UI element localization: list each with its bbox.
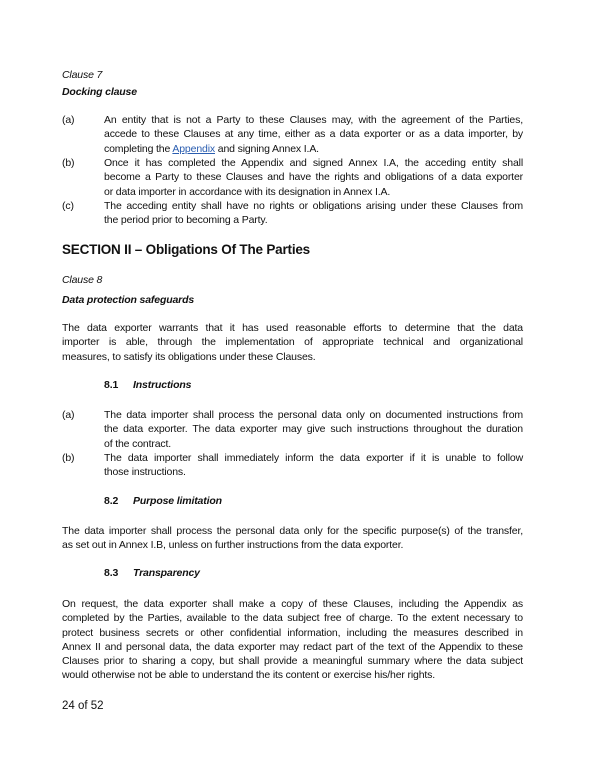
text-line: On request, the data exporter shall make a copy of these Clauses, including the Appendix as <box>62 598 523 610</box>
text-line: the period prior to becoming a Party. <box>104 214 268 227</box>
text-line: protect business secrets or other confidential information, including the measures described in <box>62 626 523 639</box>
clause-7-label: Clause 7 <box>62 69 103 81</box>
section-title: Purpose limitation <box>133 495 222 507</box>
text-line <box>104 142 523 156</box>
clause-8-title: Data protection safeguards <box>62 294 195 306</box>
section-number: 8.1 <box>104 379 119 391</box>
text-line: The data exporter warrants that it has used reasonable efforts to determine that the data <box>62 322 523 334</box>
item-label: (c) <box>62 200 74 212</box>
text-line: those instructions. <box>104 466 186 479</box>
item-label: (b) <box>62 452 75 464</box>
text-span: and signing Annex I.A. <box>214 142 319 155</box>
text-line: become a Party to these Clauses and have the rights and obligations of a data exporter <box>104 171 523 184</box>
text-span: completing the <box>104 142 173 155</box>
clause-7-item-c <box>0 199 600 228</box>
text-line: An entity that is not a Party to these Clauses may, with the agreement of the Parties, <box>104 114 523 126</box>
text-line: measures, to satisfy its obligations under these Clauses. <box>62 350 316 363</box>
section-title: Instructions <box>133 379 192 391</box>
text-line: as set out in Annex I.B, unless on further instructions from the data exporter. <box>62 539 404 552</box>
section-8-3-text <box>62 597 523 683</box>
section-8-1-item-b <box>0 451 600 480</box>
item-label: (a) <box>62 114 75 126</box>
section-8-2-heading <box>0 494 600 509</box>
text-line: or data importer in accordance with its designation in Annex I.A. <box>104 185 391 198</box>
section-number: 8.3 <box>104 567 119 579</box>
text-line: accede to these Clauses at any time, either as a data exporter or as a data importer, by <box>104 128 523 141</box>
item-body <box>104 451 523 480</box>
text-line: Clauses prior to sharing a copy, but shall provide a meaningful summary where the data subject <box>62 655 523 668</box>
text-line: The data importer shall immediately inform the data exporter if it is unable to follow <box>104 452 523 464</box>
text-line: of the contract. <box>104 437 172 450</box>
text-line: Once it has completed the Appendix and signed Annex I.A, the acceding entity shall <box>104 157 523 169</box>
clause-7-title: Docking clause <box>62 86 137 98</box>
section-2-heading: SECTION II – Obligations Of The Parties <box>62 242 310 257</box>
text-line: the data exporter. The data exporter may give such instructions throughout the duration <box>104 423 523 436</box>
clause-7-item-a <box>0 113 600 156</box>
section-8-3-heading <box>0 566 600 581</box>
text-line: would otherwise not be able to understand the its content or exercise his/her rights. <box>62 669 436 682</box>
item-body <box>104 199 523 228</box>
page-number: 24 of 52 <box>62 700 104 712</box>
item-label: (b) <box>62 157 75 169</box>
text-line: Annex II and personal data, the data exporter may redact part of the text of the Appendix to these <box>62 640 523 653</box>
appendix-link[interactable]: Appendix <box>172 142 215 155</box>
clause-8-label: Clause 8 <box>62 274 103 286</box>
section-number: 8.2 <box>104 495 119 507</box>
section-8-1-item-a <box>0 408 600 451</box>
item-body <box>104 156 523 199</box>
section-title: Transparency <box>133 567 200 579</box>
text-line: The data importer shall process the personal data only on documented instructions from <box>104 409 523 421</box>
clause-8-intro <box>62 321 523 364</box>
clause-7-item-b <box>0 156 600 199</box>
section-8-2-text <box>62 524 523 553</box>
item-body <box>104 408 523 451</box>
text-line: completed by the Parties, available to the data subject free of charge. To the extent necessary to <box>62 612 523 625</box>
item-label: (a) <box>62 409 75 421</box>
text-line: The acceding entity shall have no rights or obligations arising under these Clauses from <box>104 200 523 212</box>
text-line: The data importer shall process the personal data only for the specific purpose(s) of the transfer, <box>62 525 523 537</box>
section-8-1-heading <box>0 378 600 393</box>
text-line: importer is able, through the implementation of appropriate technical and organizational <box>62 336 523 349</box>
